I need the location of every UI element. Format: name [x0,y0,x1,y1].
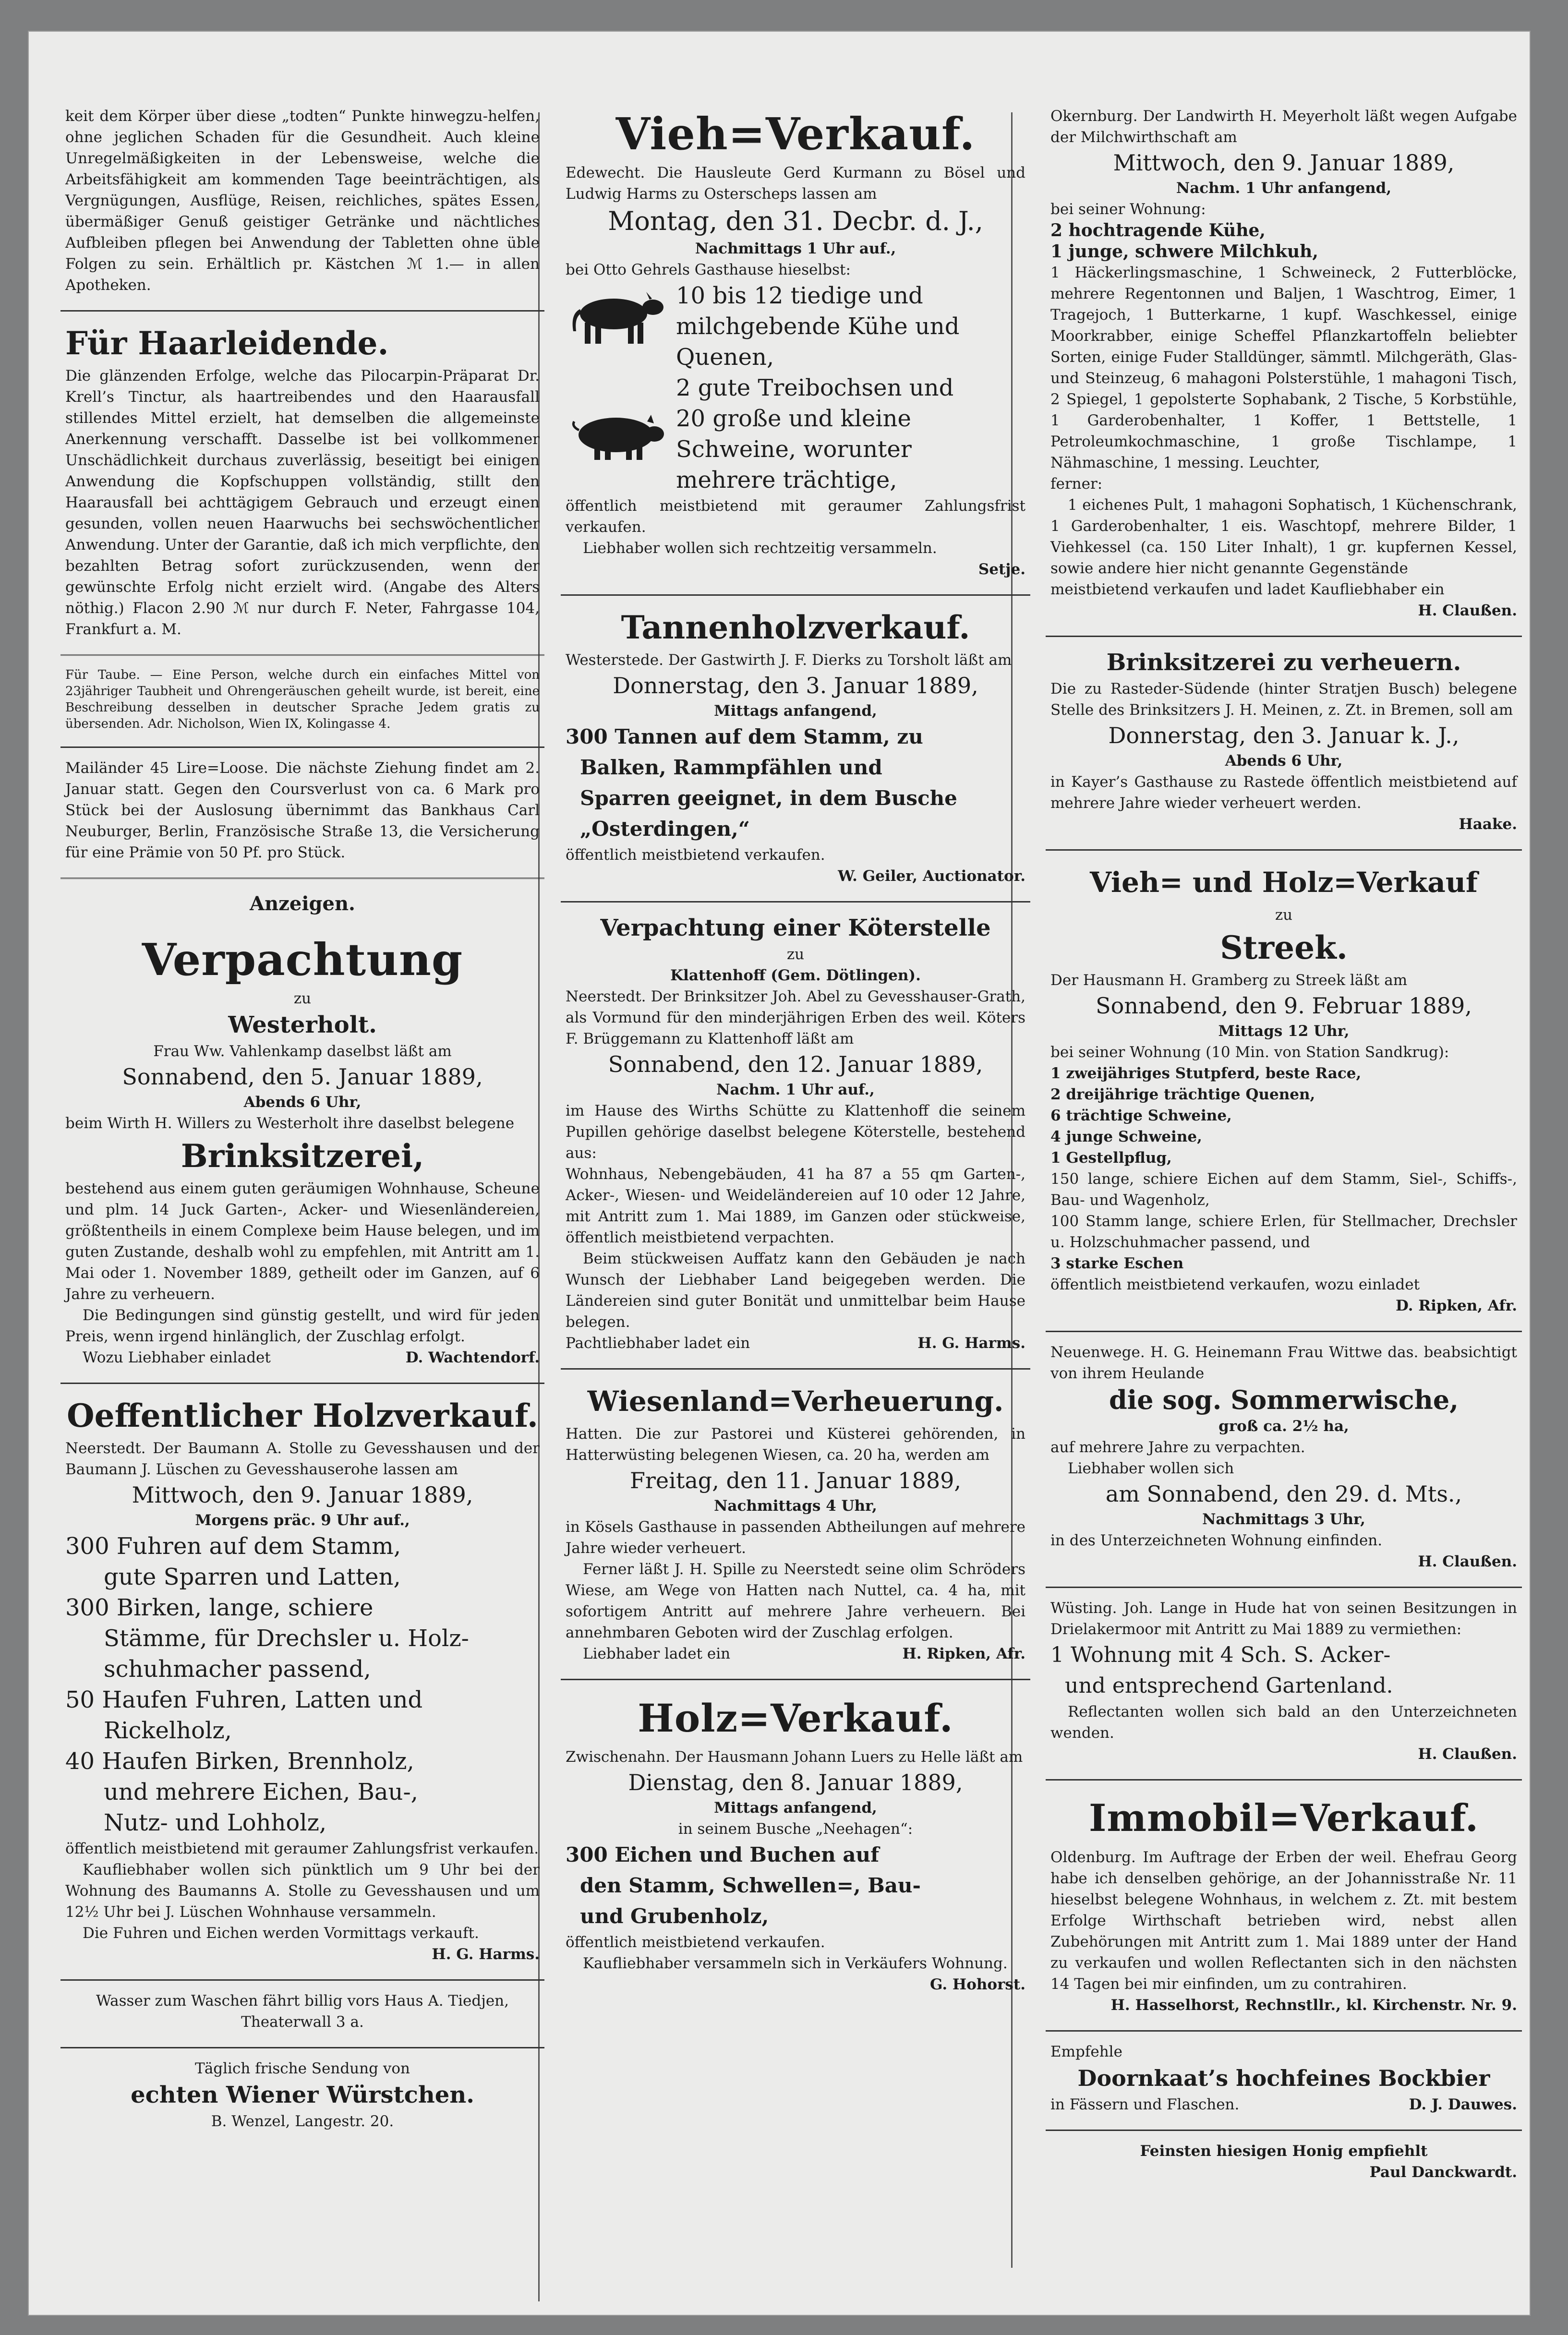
meadow-date: Freitag, den 11. Januar 1889, [630,1468,961,1493]
lease-title: Verpachtung [142,934,463,986]
auction-line: meistbietend verkaufen und ladet Kaufliebhaber ein [1050,581,1445,598]
koeter-signature: H. G. Harms. [917,1335,1025,1352]
wood-sale-line: Kaufliebhaber wollen sich pünktlich um 9 Uhr bei der Wohnung des Baumanns A. Stolle zu Gevesshausen und um 12½ Uhr bei J. Lüschen Wohnhause versammeln. [65,1861,540,1921]
divider [561,594,1030,596]
auction-date: Mittwoch, den 9. Januar 1889, [1113,150,1455,176]
cattle-wood-item: 100 Stamm lange, schiere Erlen, für Stellmacher, Drechsler u. Holzschuhmacher passend, und [1050,1213,1517,1251]
summer-meadow-size: groß ca. 2½ ha, [1218,1418,1349,1435]
bockbier-ad [1036,2038,1532,2126]
wood-sale-line: Die Fuhren und Eichen werden Vormittags verkauft. [83,1925,479,1942]
fir-wood-item: 300 Tannen auf dem Stamm, zu [566,725,923,748]
lease-object: Brinksitzerei, [181,1137,424,1175]
lottery-text: Mailänder 45 Lire=Loose. Die nächste Ziehung findet am 2. Januar statt. Gegen den Coursverlust von ca. 6 Mark pro Stück bei der Auslosung übernimmt das Bankhaus Carl Neuburger, Berlin, Französische Straße 13, die Versicherung für eine Prämie von 50 Pf. pro Stück. [65,759,540,861]
wood-item: 300 Birken, lange, schiere [65,1594,374,1621]
cattle-item: 20 große und kleine [676,405,911,432]
lease-place: Westerholt. [228,1011,377,1038]
cattle-item: 2 gute Treibochsen und [676,374,954,401]
koeter-invite: Pachtliebhaber ladet ein [566,1335,750,1352]
auction-line: 1 eichenes Pult, 1 mahagoni Sophatisch, 1 Küchenschrank, 1 Garderobenhalter, 1 eis. Waschtopf, mehrere Bilder, 1 Viehkessel (ca. 150 Liter Inhalt), 1 gr. kupfernen Kessel, sowie andere hier nicht genannte Gegenstände [1050,496,1517,577]
divider [60,310,544,312]
bockbier-title: Doornkaat’s hochfeines Bockbier [1077,2065,1490,2091]
lease-signature: D. Wachtendorf. [405,1349,540,1366]
cattle-wood-title: Vieh= und Holz=Verkauf [1089,866,1478,899]
hair-ad [51,318,554,650]
anzeigen-header [51,887,554,928]
property-sale-text: Oldenburg. Im Auftrage der Erben der weil. Ehefrau Georg habe ich denselben gehörige, an der Johannisstraße Nr. 11 hieselbst belegene Wohnhaus, in welchem z. Zt. mit bestem Erfolge Wirthschaft betrieben wird, nebst allen Zubehörungen mit Antritt zum 1. Mai 1889 unter der Hand zu verkaufen und wollen Reflectanten sich in den nächsten 14 Tagen bei mir einfinden, um zu contrahiren. [1050,1849,1517,1993]
divider [1046,1779,1522,1781]
fir-wood-signature: W. Geiler, Auctionator. [838,867,1025,885]
koeter-place: Klattenhoff (Gem. Dötlingen). [670,967,921,984]
fir-wood-date: Donnerstag, den 3. Januar 1889, [613,673,978,698]
column-2 [551,103,1040,2006]
fir-wood-item: Balken, Rammpfählen und [580,756,882,779]
koeter-title: Verpachtung einer Köterstelle [600,915,991,941]
rental-signature: H. Claußen. [1418,1745,1517,1763]
wood-sale-2-date: Dienstag, den 8. Januar 1889, [628,1769,963,1795]
koeter-line: Neerstedt. Der Brinksitzer Joh. Abel zu Gevesshauser-Grath, als Vormund für den minderjährigen Erben des weil. Köters F. Brüggemann zu Klattenhoff läßt am [566,988,1025,1047]
cattle-wood-signature: D. Ripken, Afr. [1395,1297,1517,1314]
auction-item: 1 junge, schwere Milchkuh, [1050,241,1318,262]
rental-ad [1036,1595,1532,1775]
summer-meadow-line: Liebhaber wollen sich [1068,1460,1234,1477]
koeter-line: Wohnhaus, Nebengebäuden, 41 ha 87 a 55 qm Garten-, Acker-, Wiesen- und Weideländereien auf 10 oder 12 Jahre, mit Antritt zum 1. Mai 1889, im Ganzen oder stückweise, öffentlich meistbietend verpachten. [566,1166,1025,1246]
brink-rent-signature: Haake. [1459,816,1517,833]
bockbier-line: in Fässern und Flaschen. [1050,2096,1240,2113]
wood-sale-2-title: Holz=Verkauf. [638,1696,953,1741]
cow-icon [566,285,666,348]
divider [1046,2030,1522,2032]
divider [60,1979,544,1981]
auction-line: 1 Häckerlingsmaschine, 1 Schweineck, 2 Futterblöcke, mehrere Regentonnen und Baljen, 1 Waschtrog, Eimer, 1 Tragejoch, 1 Butterkarne, 1 kupf. Waschkessel, einige Moorkrabber, einige Scheffel Pflanzkartoffeln beliebter Sorten, einige Fuder Stalldünger, sämmtl. Milchgeräth, Glas- und Steinzeug, 6 mahagoni Polsterstühle, 1 mahagoni Tisch, 2 Spiegel, 1 gepolsterte Sophabank, 2 Tische, 5 Korbstühle, 1 Garderobenhalter, 1 Koffer, 1 Bettstelle, 1 Petroleumkochmaschine, 1 große Tischlampe, 1 Nähmaschine, 1 messing. Leuchter, [1050,264,1517,471]
divider [60,878,544,880]
cattle-wood-zu: zu [1275,906,1293,924]
bockbier-line: Empfehle [1050,2043,1122,2060]
cattle-wood-item: 4 junge Schweine, [1050,1128,1202,1145]
fir-wood-line: öffentlich meistbietend verkaufen. [566,846,825,864]
honey-line: Feinsten hiesigen Honig empfiehlt [1140,2142,1428,2160]
cattle-wood-time: Mittags 12 Uhr, [1218,1023,1350,1040]
newspaper-page [28,31,1531,2316]
wood-item: gute Sparren und Latten, [104,1564,401,1590]
lease-time: Abends 6 Uhr, [243,1094,362,1111]
hair-title: Für Haarleidende. [65,325,389,362]
meadow-time: Nachmittags 4 Uhr, [714,1497,877,1515]
summer-meadow-time: Nachmittags 3 Uhr, [1202,1511,1365,1528]
summer-meadow-ad [1036,1339,1532,1583]
honey-signature: Paul Danckwardt. [1369,2164,1517,2181]
cattle-sale-line: Edewecht. Die Hausleute Gerd Kurmann zu Bösel und Ludwig Harms zu Osterscheps lassen am [566,164,1025,203]
summer-meadow-signature: H. Claußen. [1418,1553,1517,1570]
wood-sale-signature: H. G. Harms. [432,1946,540,1963]
column-1 [51,103,554,2142]
auction-signature: H. Claußen. [1418,602,1517,619]
cattle-wood-item: 1 zweijähriges Stutpferd, beste Race, [1050,1065,1362,1082]
cattle-sale-date: Montag, den 31. Decbr. d. J., [608,206,983,236]
water-ad [51,1987,554,2043]
divider [60,746,544,748]
wood-item: Rickelholz, [104,1717,232,1744]
section-heading: Anzeigen. [250,892,355,915]
divider [561,1368,1030,1370]
divider [1046,849,1522,851]
cattle-sale-title: Vieh=Verkauf. [615,108,976,160]
wood-sale-line: öffentlich meistbietend mit geraumer Zahlungsfrist verkaufen. [65,1840,539,1857]
honey-ad [1036,2138,1532,2193]
divider [1046,2130,1522,2131]
meadow-line: Ferner läßt J. H. Spille zu Neerstedt seine olim Schröders Wiese, am Wege von Hatten nach Nuttel, ca. 4 ha, mit sofortigem Antritt auf mehrere Jahre verheuern. Bei annehmbaren Geboten wird der Zuschlag erfolgen. [566,1561,1025,1641]
cattle-wood-line: Der Hausmann H. Gramberg zu Streek läßt am [1050,972,1408,989]
wood-item: schuhmacher passend, [104,1656,371,1683]
cattle-item: milchgebende Kühe und [676,313,960,340]
bockbier-signature: D. J. Dauwes. [1409,2096,1517,2113]
wood-sale-date: Mittwoch, den 9. Januar 1889, [132,1482,473,1508]
auction-time: Nachm. 1 Uhr anfangend, [1176,180,1392,197]
wood-item: und mehrere Eichen, Bau-, [104,1779,418,1805]
wood-sale-2-time: Mittags anfangend, [714,1799,877,1817]
koeter-line: im Hause des Wirths Schütte zu Klattenhoff die seinem Pupillen gehörige daselbst belegene Köterstelle, bestehend aus: [566,1102,1025,1162]
fir-wood-item: Sparren geeignet, in dem Busche [580,786,957,810]
wood-item: Stämme, für Drechsler u. Holz- [104,1625,469,1652]
cattle-sale-line: bei Otto Gehrels Gasthause hieselbst: [566,261,851,278]
cattle-item: mehrere trächtige, [676,467,897,493]
lease-invite: Wozu Liebhaber einladet [83,1349,271,1366]
cattle-sale-line: öffentlich meistbietend mit geraumer Zahlungsfrist verkaufen. [566,497,1025,536]
fir-wood-title: Tannenholzverkauf. [621,609,970,646]
cattle-wood-item: 2 dreijährige trächtige Quenen, [1050,1086,1315,1103]
brink-rent-ad [1036,644,1532,845]
meadow-line: in Kösels Gasthause in passenden Abtheilungen auf mehrere Jahre wieder verheuert. [566,1518,1025,1557]
summer-meadow-line: auf mehrere Jahre zu verpachten. [1050,1439,1305,1456]
wood-sale-2-line: in seinem Busche „Neehagen“: [678,1820,913,1838]
cattle-item: Quenen, [676,344,774,371]
cattle-sale-line: Liebhaber wollen sich rechtzeitig versammeln. [583,540,937,557]
livestock-illustrations [566,280,676,467]
auction-line: Okernburg. Der Landwirth H. Meyerholt läßt wegen Aufgabe der Milchwirthschaft am [1050,108,1517,146]
auction-line: bei seiner Wohnung: [1050,201,1206,218]
meadow-invite: Liebhaber ladet ein [583,1645,731,1662]
cattle-item: Schweine, worunter [676,436,912,463]
meadow-line: Hatten. Die zur Pastorei und Küsterei gehörenden, in Hatterwüsting belegenen Wiesen, ca. 20 ha, werden am [566,1425,1025,1464]
brink-rent-time: Abends 6 Uhr, [1225,752,1343,770]
fir-wood-time: Mittags anfangend, [714,702,877,720]
tablet-text: keit dem Körper über diese „todten“ Punkte hinwegzu-helfen, ohne jeglichen Schaden für die Gesundheit. Auch kleine Unregelmäßigkeiten in der Lebensweise, welche die Arbeitsfähigkeit am kommenden Tage beeinträchtigen, als Vergnügungen, Ausflüge, Reisen, reichliches, spätes Essen, übermäßiger Genuß geistiger Getränke und nächtliches Aufbleiben pflegen bei Anwendung der Tabletten ohne üble Folgen zu sein. Erhältlich pr. Kästchen ℳ 1.— in allen Apotheken. [65,108,540,294]
cattle-item: 10 bis 12 tiedige und [676,282,923,309]
fir-wood-ad [551,602,1040,897]
brink-rent-date: Donnerstag, den 3. Januar k. J., [1108,722,1459,748]
wood-item: 40 Haufen Birken, Brennholz, [65,1748,414,1775]
property-sale-signature: H. Hasselhorst, Rechnstllr., kl. Kirchenstr. Nr. 9. [1110,1997,1517,2014]
property-sale-title: Immobil=Verkauf. [1088,1796,1479,1840]
koeter-line: Beim stückweisen Auffatz kann den Gebäuden je nach Wunsch der Liebhaber Land beigegeben werden. Die Ländereien sind guter Bonität und unmittelbar beim Hause belegen. [566,1250,1025,1331]
wood-item: 50 Haufen Fuhren, Latten und [65,1686,423,1713]
auction-ad [1036,103,1532,632]
cattle-wood-item: 3 starke Eschen [1050,1255,1184,1272]
brink-rent-line: in Kayer’s Gasthause zu Rastede öffentlich meistbietend auf mehrere Jahre wieder verheuert werden. [1050,773,1517,812]
koeter-zu: zu [786,946,805,963]
wood-sale-line: Neerstedt. Der Baumann A. Stolle zu Gevesshausen und der Baumann J. Lüschen zu Gevesshauserohe lassen am [65,1440,540,1478]
sausage-line: Täglich frische Sendung von [195,2060,410,2077]
lease-zu: zu [293,990,312,1007]
cattle-wood-item: 150 lange, schiere Eichen auf dem Stamm, Siel-, Schiffs-, Bau- und Wagenholz, [1050,1170,1517,1209]
wood-sale-2-item: den Stamm, Schwellen=, Bau- [580,1874,921,1897]
cattle-wood-item: 6 trächtige Schweine, [1050,1107,1232,1124]
wood-sale-2-line: Zwischenahn. Der Hausmann Johann Luers zu Helle läßt am [566,1748,1023,1766]
cattle-wood-line: öffentlich meistbietend verkaufen, wozu einladet [1050,1276,1420,1293]
fir-wood-line: Westerstede. Der Gastwirth J. F. Dierks zu Torsholt läßt am [566,651,1012,669]
cattle-wood-ad [1036,857,1532,1327]
wood-sale-2-line: Kaufliebhaber versammeln sich in Verkäufers Wohnung. [583,1955,1008,1972]
rental-line: Reflectanten wollen sich bald an den Unterzeichneten wenden. [1050,1703,1517,1742]
rental-line: Wüsting. Joh. Lange in Hude hat von seinen Besitzungen in Drielakermoor mit Antritt zu Mai 1889 zu vermiethen: [1050,1600,1517,1638]
lease-text: Die Bedingungen sind günstig gestellt, und wird für jeden Preis, wenn irgend hinlänglich, der Zuschlag erfolgt. [65,1307,540,1345]
lottery-ad [51,755,554,874]
lease-date: Sonnabend, den 5. Januar 1889, [122,1064,483,1090]
deaf-text: Für Taube. — Eine Person, welche durch ein einfaches Mittel von 23jähriger Taubheit und Ohrengeräuschen geheilt wurde, ist bereit, eine Beschreibung desselben in deutscher Sprache Jedem gratis zu übersenden. Adr. Nicholson, Wien IX, Kolingasse 4. [65,668,540,731]
cattle-sale-ad [551,103,1040,590]
cattle-sale-time: Nachmittags 1 Uhr auf., [695,240,896,257]
sausage-title: echten Wiener Würstchen. [131,2082,474,2108]
fir-wood-item: „Osterdingen,“ [580,817,750,841]
rental-item: und entsprechend Gartenland. [1065,1673,1393,1698]
cattle-wood-date: Sonnabend, den 9. Februar 1889, [1096,993,1472,1019]
meadow-title: Wiesenland=Verheuerung. [587,1385,1004,1418]
wood-sale-2-ad [551,1687,1040,2006]
summer-meadow-title: die sog. Sommerwische, [1109,1384,1459,1415]
auction-line: ferner: [1050,475,1103,493]
divider [60,1383,544,1384]
lease-line: Frau Ww. Vahlenkamp daselbst läßt am [153,1043,452,1060]
wood-item: Nutz- und Lohholz, [104,1809,327,1836]
lease-text: bestehend aus einem guten geräumigen Wohnhause, Scheune und plm. 14 Juck Garten-, Acker- und Wiesenländereien, größtentheils in einem Complexe beim Hause belegen, und im guten Zustande, deshalb wohl zu empfehlen, mit Antritt am 1. Mai oder 1. November 1889, getheilt oder im Ganzen, auf 6 Jahre zu verheuern. [65,1180,540,1303]
lease-ad [51,928,554,1379]
cattle-wood-item: 1 Gestellpflug, [1050,1149,1172,1167]
cattle-wood-place: Streek. [1220,929,1348,966]
pig-icon [566,407,666,465]
tablet-ad [51,103,554,306]
brink-rent-title: Brinksitzerei zu verheuern. [1106,649,1461,676]
divider [1046,1587,1522,1588]
wood-sale-title: Oeffentlicher Holzverkauf. [67,1397,538,1434]
brink-rent-line: Die zu Rasteder-Südende (hinter Stratjen Busch) belegene Stelle des Brinksitzers J. H. Meinen, z. Zt. in Bremen, soll am [1050,680,1517,719]
column-3 [1036,103,1532,2193]
hair-text: Die glänzenden Erfolge, welche das Pilocarpin-Präparat Dr. Krell’s Tinctur, als haartreibendes und den Haarausfall stillendes Mittel erzielt, hat demselben die allgemeinste Anerkennung verschafft. Dasselbe ist bei vollkommener Unschädlichkeit durchaus zuverlässig, beseitigt bei einigen Anwendung die Kopfschuppen vollständig, stillt den Haarausfall bei achttägigem Gebrauch und erzeugt einen gesunden, vollen neuen Haarwuchs bei sechswöchentlicher Anwendung. Unter der Garantie, daß ich mich verpflichte, den bezahlten Betrag sofort zurückzusenden, wenn der gewünschte Erfolg nicht erzielt wird. (Angabe des Alters nöthig.) Flacon 2.90 ℳ nur durch F. Neter, Fahrgasse 104, Frankfurt a. M. [65,367,540,638]
lease-line: beim Wirth H. Willers zu Westerholt ihre daselbst belegene [65,1115,515,1132]
wood-sale-2-line: öffentlich meistbietend verkaufen. [566,1934,825,1951]
meadow-ad [551,1376,1040,1675]
cattle-sale-signature: Setje. [978,561,1025,578]
auction-item: 2 hochtragende Kühe, [1050,220,1266,241]
koeter-date: Sonnabend, den 12. Januar 1889, [608,1051,983,1077]
divider [1046,636,1522,637]
divider [561,901,1030,903]
rental-item: 1 Wohnung mit 4 Sch. S. Acker- [1050,1643,1391,1667]
koeter-time: Nachm. 1 Uhr auf., [716,1081,875,1098]
koeter-lease-ad [551,909,1040,1364]
summer-meadow-line: Neuenwege. H. G. Heinemann Frau Wittwe das. beabsichtigt von ihrem Heulande [1050,1344,1517,1382]
meadow-signature: H. Ripken, Afr. [902,1645,1025,1662]
wood-item: 300 Fuhren auf dem Stamm, [65,1533,401,1560]
divider [60,654,544,657]
wood-sale-time: Morgens präc. 9 Uhr auf., [195,1512,410,1529]
summer-meadow-line: in des Unterzeichneten Wohnung einfinden. [1050,1532,1383,1549]
divider [1046,1331,1522,1332]
wood-sale-2-item: 300 Eichen und Buchen auf [566,1843,880,1866]
deaf-ad [51,664,554,743]
wood-sale-ad [51,1391,554,1975]
divider [561,1679,1030,1680]
sausage-ad [51,2055,554,2142]
property-sale-ad [1036,1787,1532,2026]
divider [60,2047,544,2048]
wood-sale-2-signature: G. Hohorst. [929,1976,1025,1993]
summer-meadow-date: am Sonnabend, den 29. d. Mts., [1105,1481,1462,1507]
cattle-wood-line: bei seiner Wohnung (10 Min. von Station Sandkrug): [1050,1044,1449,1061]
water-text: Wasser zum Waschen fährt billig vors Haus A. Tiedjen, Theaterwall 3 a. [96,1992,509,2031]
sausage-signature: B. Wenzel, Langestr. 20. [211,2113,394,2130]
wood-sale-2-item: und Grubenholz, [580,1904,769,1928]
